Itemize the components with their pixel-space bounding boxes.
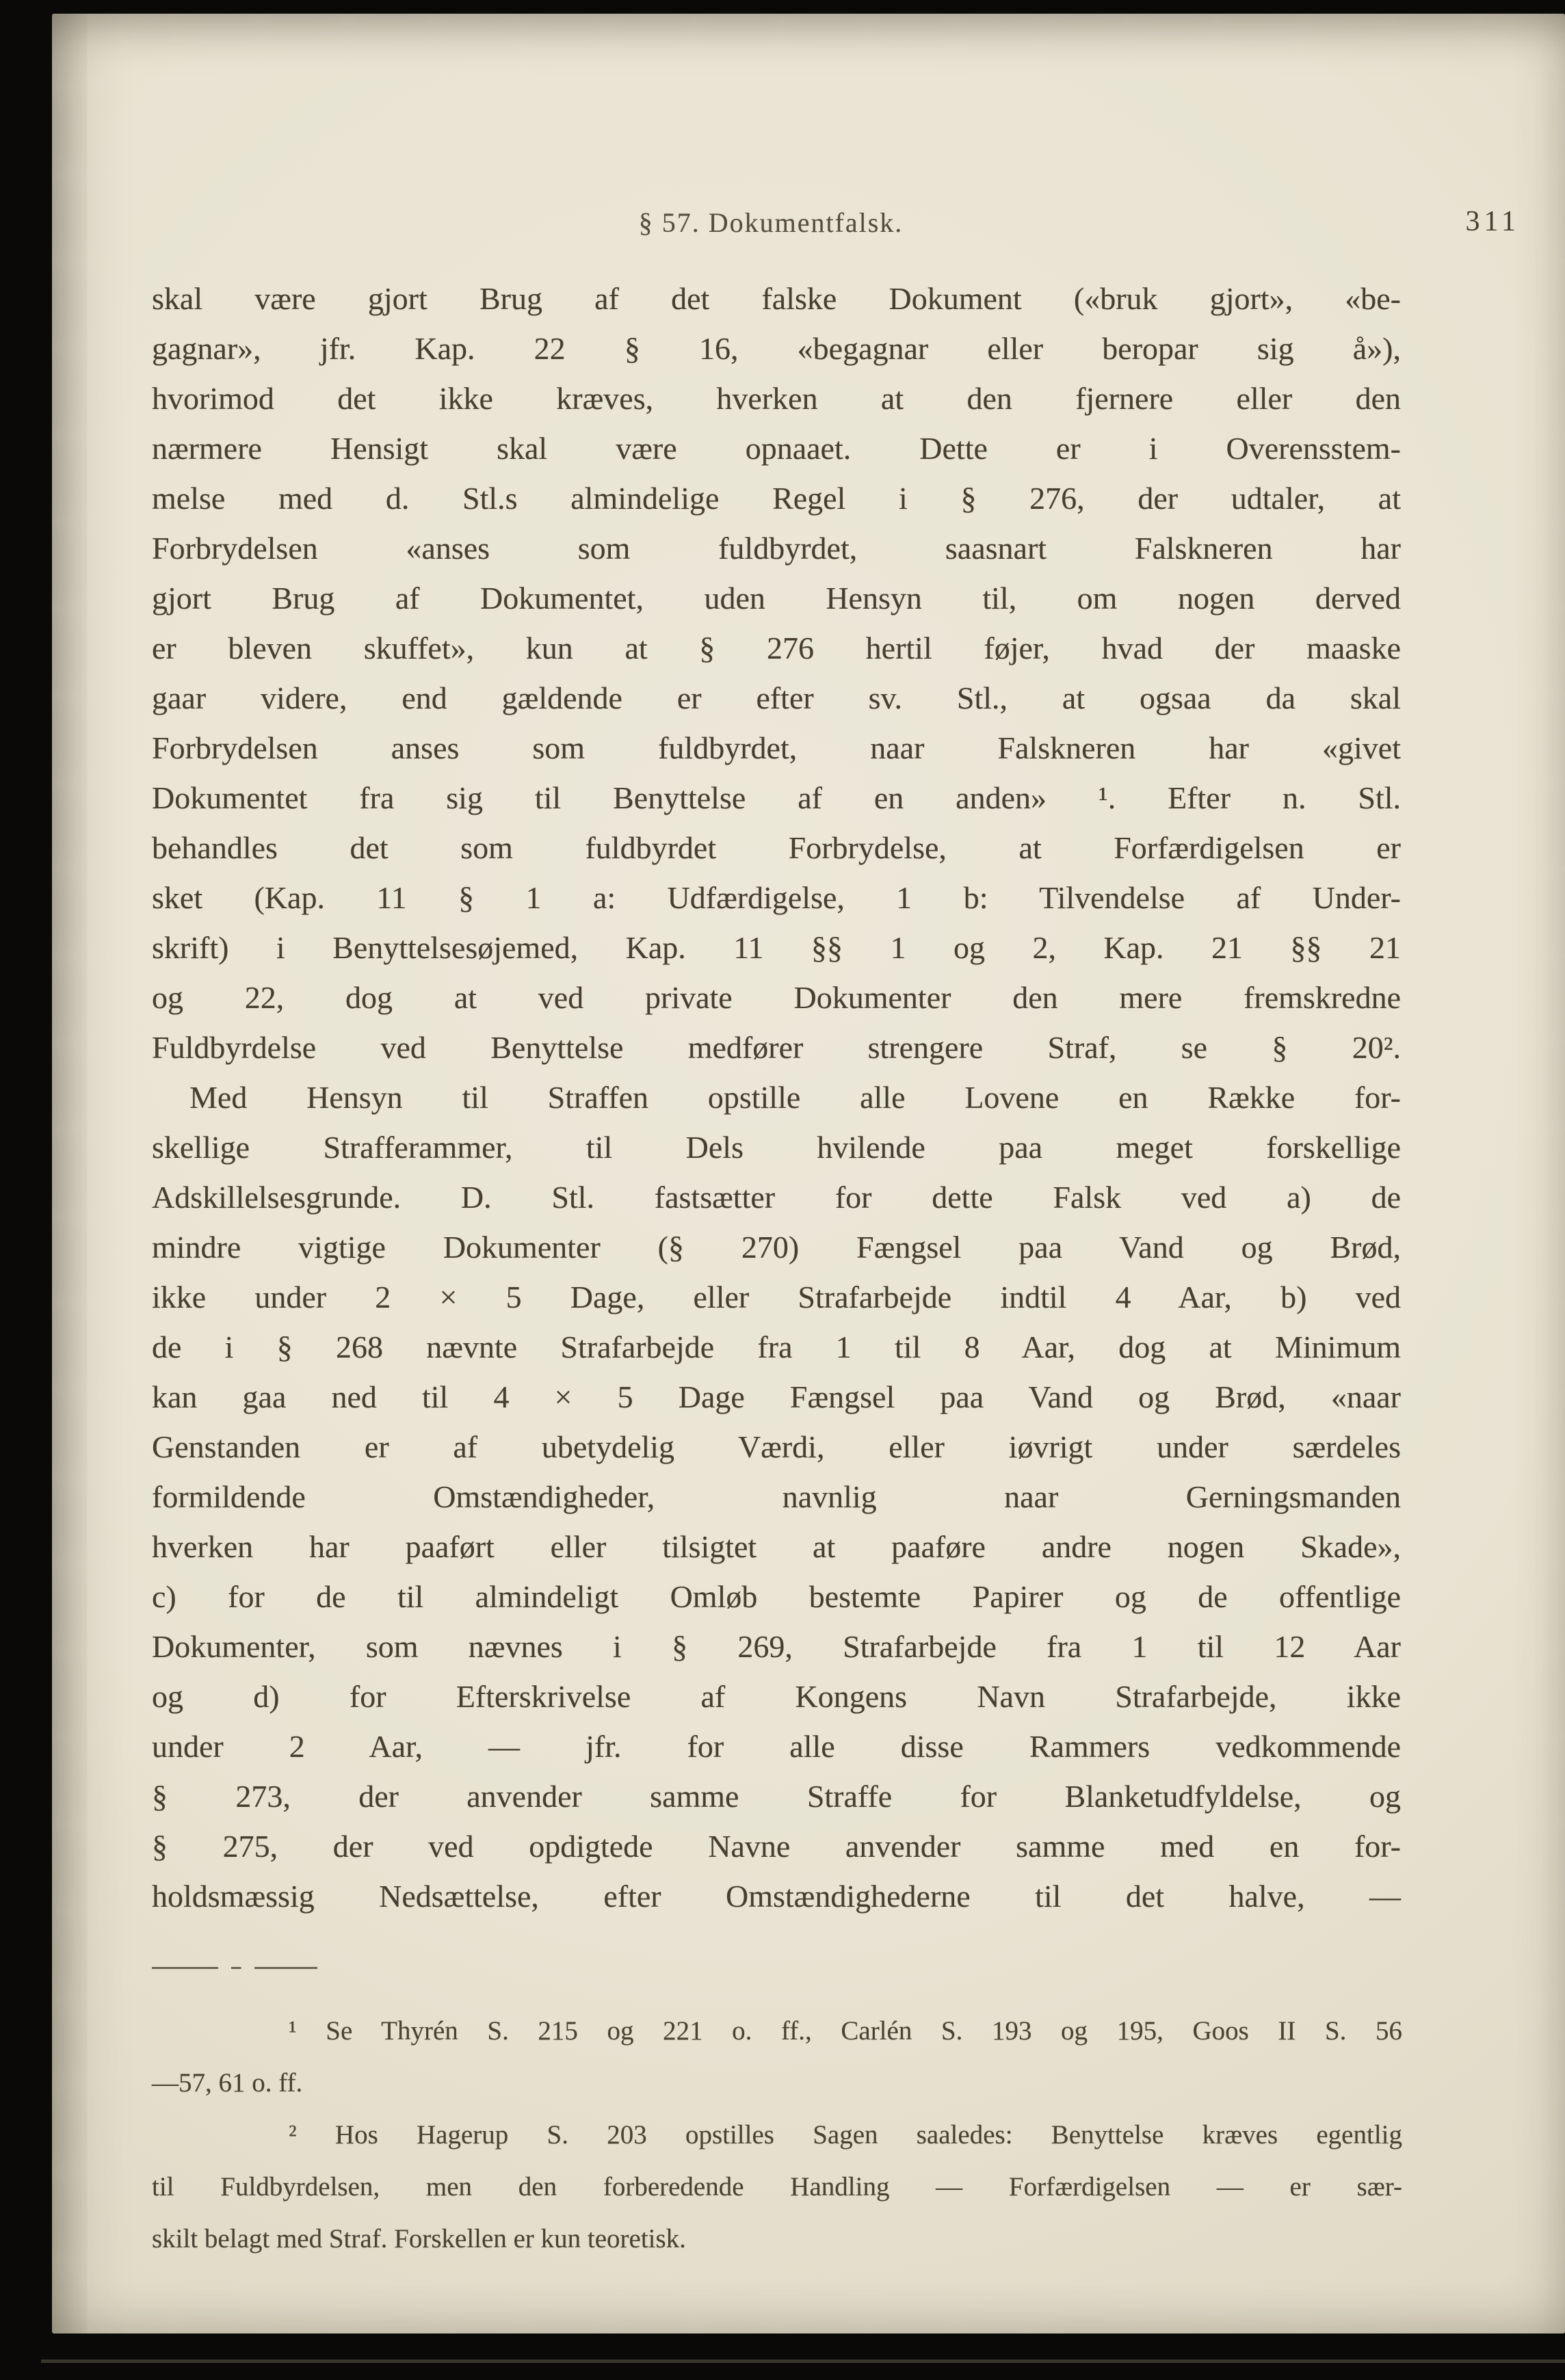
body-text-line: gjort Brug af Dokumentet, uden Hensyn til, om nogen derved: [152, 581, 1401, 616]
footnote-line: —57, 61 o. ff.: [152, 2068, 303, 2098]
footnote-line: ¹ Se Thyrén S. 215 og 221 o. ff., Carlén S. 193 og 195, Goos II S. 56: [289, 2016, 1402, 2046]
body-text-line: skellige Strafferammer, til Dels hvilende paa meget forskellige: [152, 1130, 1401, 1165]
body-text-line: Dokumentet fra sig til Benyttelse af en anden» ¹. Efter n. Stl.: [152, 780, 1401, 815]
body-text-line: ikke under 2 × 5 Dage, eller Strafarbejde indtil 4 Aar, b) ved: [152, 1280, 1401, 1314]
body-text-line: er bleven skuffet», kun at § 276 hertil føjer, hvad der maaske: [152, 631, 1401, 665]
body-text: [152, 274, 1401, 1921]
body-text-line: Dokumenter, som nævnes i § 269, Strafarbejde fra 1 til 12 Aar: [152, 1629, 1401, 1664]
body-text-line: Forbrydelsen anses som fuldbyrdet, naar Falskneren har «givet: [152, 730, 1401, 765]
body-text-line: og 22, dog at ved private Dokumenter den mere fremskredne: [152, 980, 1401, 1015]
body-text-line: under 2 Aar, — jfr. for alle disse Rammers vedkommende: [152, 1729, 1401, 1764]
body-text-line: nærmere Hensigt skal være opnaaet. Dette er i Overensstem-: [152, 431, 1401, 466]
body-text-line: § 273, der anvender samme Straffe for Blanketudfyldelse, og: [152, 1779, 1401, 1814]
paper-page: [52, 14, 1565, 2333]
body-text-line: de i § 268 nævnte Strafarbejde fra 1 til 8 Aar, dog at Minimum: [152, 1330, 1401, 1364]
body-text-line: holdsmæssig Nedsættelse, efter Omstændighederne til det halve, —: [152, 1879, 1401, 1914]
body-text-line: og d) for Efterskrivelse af Kongens Navn Strafarbejde, ikke: [152, 1679, 1401, 1714]
body-text-line: Fuldbyrdelse ved Benyttelse medfører strengere Straf, se § 20².: [152, 1030, 1401, 1065]
footnote-line: til Fuldbyrdelsen, men den forberedende Handling — Forfærdigelsen — er sær-: [152, 2172, 1402, 2202]
body-text-line: kan gaa ned til 4 × 5 Dage Fængsel paa Vand og Brød, «naar: [152, 1379, 1401, 1414]
running-header: [152, 207, 1520, 250]
body-text-line: gaar videre, end gældende er efter sv. Stl., at ogsaa da skal: [152, 680, 1401, 715]
body-text-line: Med Hensyn til Straffen opstille alle Lovene en Række for-: [189, 1080, 1401, 1115]
section-heading: § 57. Dokumentfalsk.: [638, 207, 904, 238]
body-text-line: skrift) i Benyttelsesøjemed, Kap. 11 §§ 1 og 2, Kap. 21 §§ 21: [152, 930, 1401, 965]
body-text-line: § 275, der ved opdigtede Navne anvender samme med en for-: [152, 1829, 1401, 1864]
body-text-line: gagnar», jfr. Kap. 22 § 16, «begagnar eller beropar sig å»),: [152, 331, 1401, 366]
body-text-line: c) for de til almindeligt Omløb bestemte Papirer og de offentlige: [152, 1579, 1401, 1614]
body-text-line: Adskillelsesgrunde. D. Stl. fastsætter for dette Falsk ved a) de: [152, 1180, 1401, 1215]
body-text-line: Forbrydelsen «anses som fuldbyrdet, saasnart Falskneren har: [152, 531, 1401, 566]
body-text-line: formildende Omstændigheder, navnlig naar Gerningsmanden: [152, 1479, 1401, 1514]
body-text-line: hvorimod det ikke kræves, hverken at den fjernere eller den: [152, 381, 1401, 416]
page-number: 311: [1465, 206, 1520, 237]
body-text-line: sket (Kap. 11 § 1 a: Udfærdigelse, 1 b: Tilvendelse af Under-: [152, 880, 1401, 915]
body-text-line: behandles det som fuldbyrdet Forbrydelse, at Forfærdigelsen er: [152, 830, 1401, 865]
footnotes: [152, 2005, 1402, 2265]
body-text-line: melse med d. Stl.s almindelige Regel i § 276, der udtaler, at: [152, 481, 1401, 516]
page-bottom-edge: [41, 2359, 1565, 2363]
footnote-line: ² Hos Hagerup S. 203 opstilles Sagen saaledes: Benyttelse kræves egentlig: [289, 2120, 1402, 2150]
body-text-line: mindre vigtige Dokumenter (§ 270) Fængsel paa Vand og Brød,: [152, 1230, 1401, 1265]
footnote-line: skilt belagt med Straf. Forskellen er kun teoretisk.: [152, 2224, 686, 2253]
body-text-line: hverken har paaført eller tilsigtet at paaføre andre nogen Skade»,: [152, 1529, 1401, 1564]
body-text-line: Genstanden er af ubetydelig Værdi, eller iøvrigt under særdeles: [152, 1429, 1401, 1464]
footnote-divider: [152, 1967, 317, 1969]
body-text-line: skal være gjort Brug af det falske Dokument («bruk gjort», «be-: [152, 281, 1401, 316]
